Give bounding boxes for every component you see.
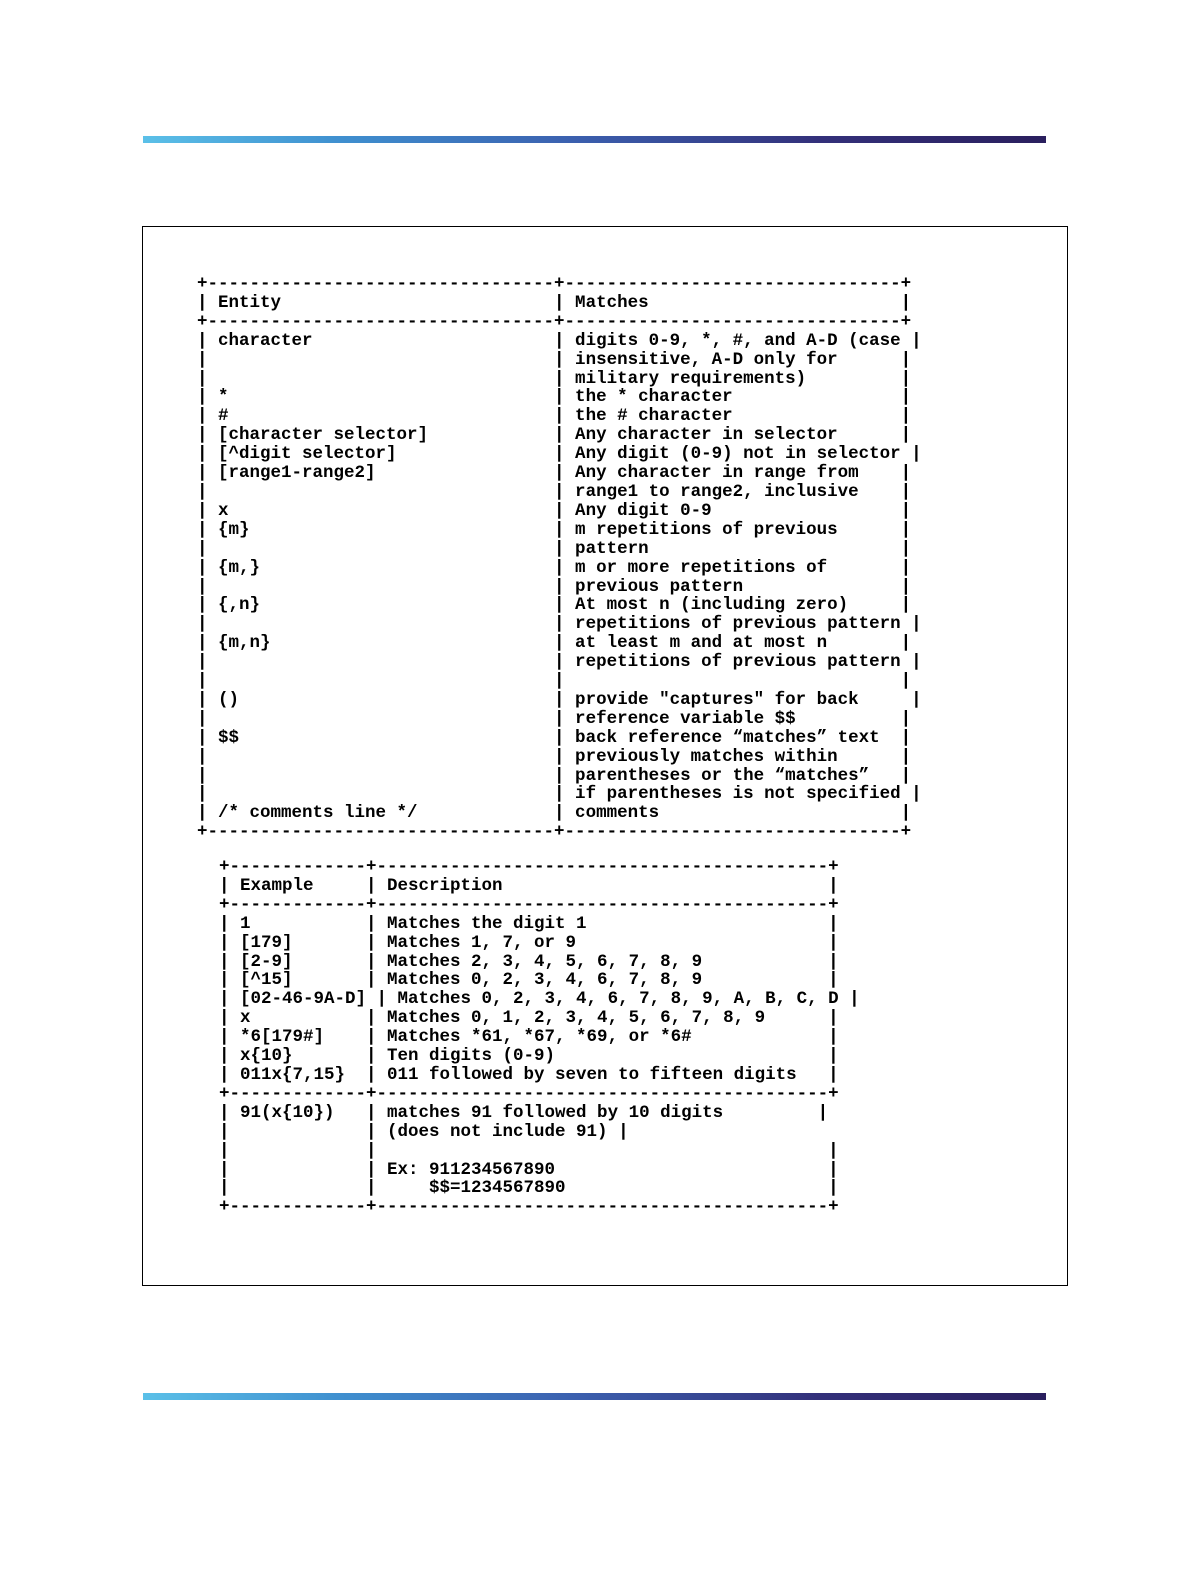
example-description-table: +-------------+-------------------------------------------+ | Example | Description | +-------------+-------------------------------------------+ | 1 | Matches the digit 1 | | [179] | Matches 1, 7, or 9 | | [2-9] | Matches 2, 3, 4, 5, 6, 7, 8, 9 | | [^15] | Matches 0, 2, 3, 4, 6, 7, 8, 9 | | [02-46-9A-D] | Matches 0, 2, 3, 4, 6, 7, 8, 9, A, B, C, D | | x | Matches 0, 1, 2, 3, 4, 5, 6, 7, 8, 9 | | *6[179#] | Matches *61, *67, *69, or *6# | | x{10} | Ten digits (0-9) | | 011x{7,15} | 011 followed by seven to fifteen digits | +-------------+-------------------------------------------+ | 91(x{10}) | matches 91 followed by 10 digits | | | (does not include 91) | | | | | | Ex: 911234567890 | | | $$=1234567890 | +-------------+-------------------------------------------+: [219, 857, 860, 1218]
bottom-decorative-bar: [143, 1393, 1046, 1400]
entity-matches-table: +---------------------------------+--------------------------------+ | Entity | Matches | +---------------------------------+--------------------------------+ | character | digits 0-9, *, #, and A-D (case | | | insensitive, A-D only for | | | military requirements) | | * | the * character | | # | the # character | | [character selector] | Any character in selector | | [^digit selector] | Any digit (0-9) not in selector | | [range1-range2] | Any character in range from | | | range1 to range2, inclusive | | x | Any digit 0-9 | | {m} | m repetitions of previous | | | pattern | | {m,} | m or more repetitions of | | | previous pattern | | {,n} | At most n (including zero) | | | repetitions of previous pattern | | {m,n} | at least m and at most n | | | repetitions of previous pattern | | | | | () | provide "captures" for back | | | reference variable $$ | | $$ | back reference “matches” text | | | previously matches within | | | parentheses or the “matches” | | | if parentheses is not specified | | /* comments line */ | comments | +---------------------------------+--------------------------------+: [197, 274, 922, 843]
top-decorative-bar: [143, 136, 1046, 143]
